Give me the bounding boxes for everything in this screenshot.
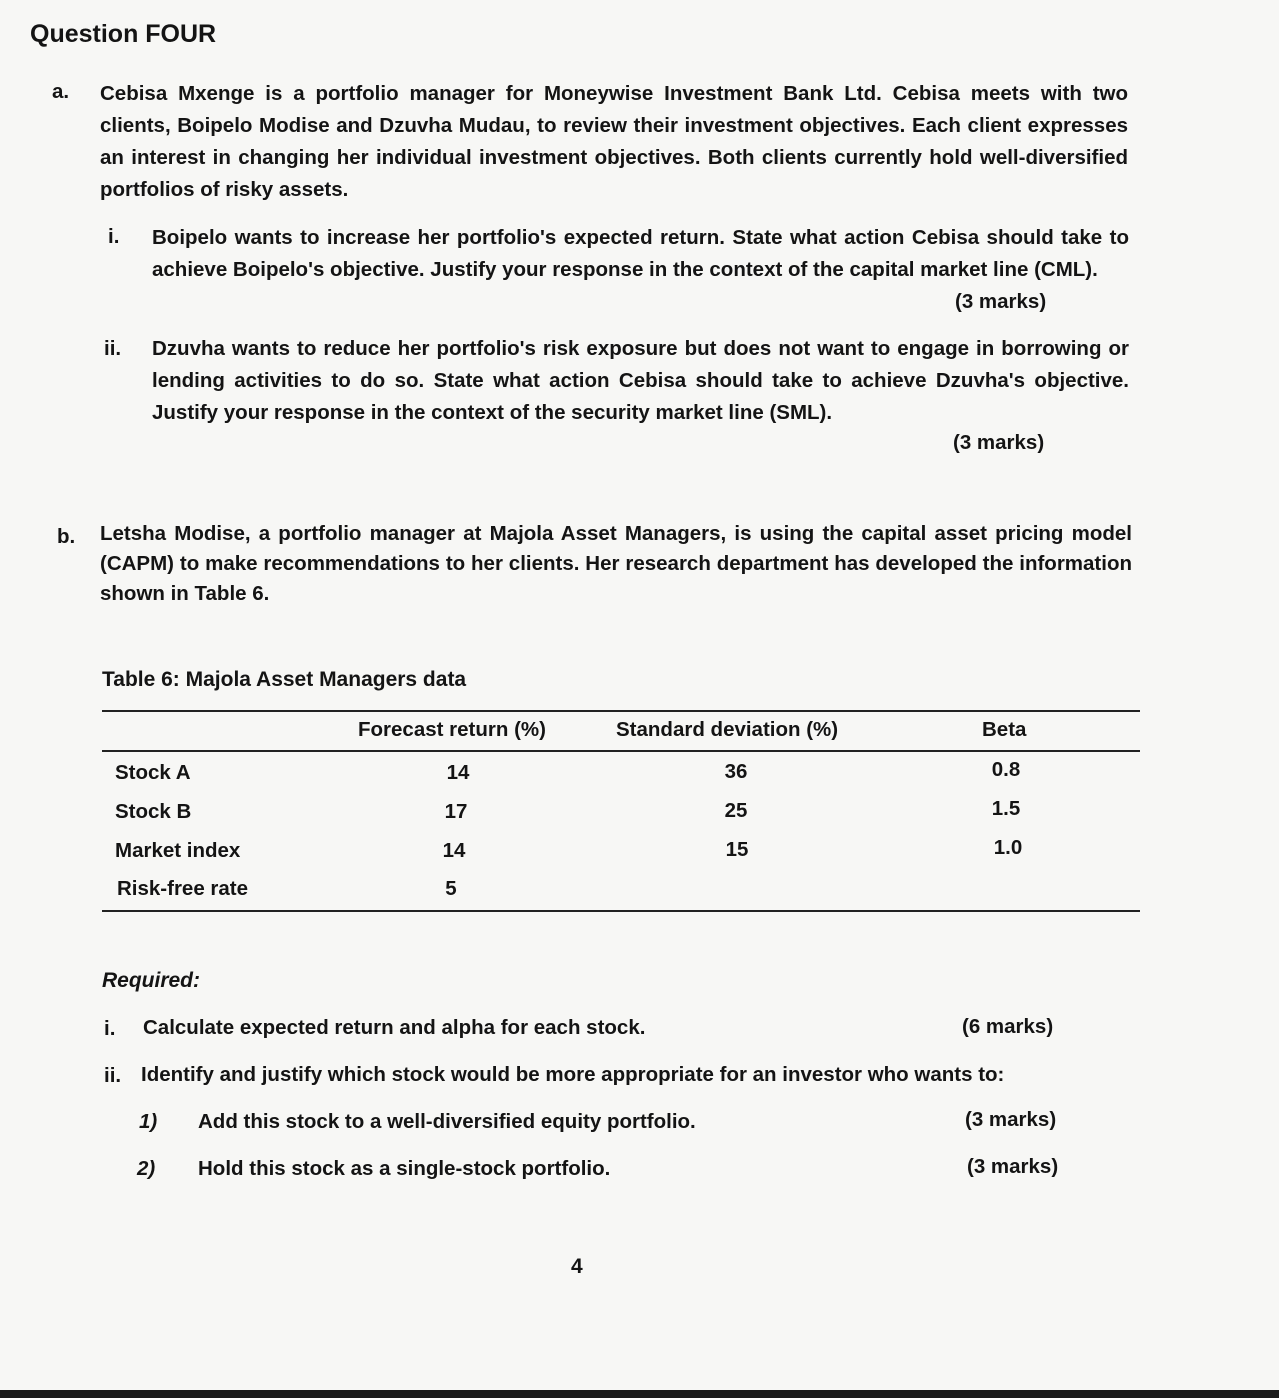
bottom-edge [0, 1390, 1279, 1398]
col-header-sd: Standard deviation (%) [616, 718, 839, 741]
part-a-intro: Cebisa Mxenge is a portfolio manager for Moneywise Investment Bank Ltd. Cebisa meets with two clients, Boipelo Modise and Dzuvha Mudau, to review their investment objectives. Each client expresses an interest in changing her individual investment objectives. Both clients currently hold well-diversified portfolios of risky assets. [100, 82, 1128, 201]
required-item-ii-label: ii. [104, 1064, 122, 1087]
row-sd: 15 [725, 838, 749, 861]
question-title: Question FOUR [30, 20, 217, 48]
row-name: Market index [115, 839, 241, 862]
row-forecast: 14 [446, 761, 470, 784]
subitem-1-marks: (3 marks) [965, 1108, 1057, 1131]
part-a-item-ii-label: ii. [104, 337, 122, 360]
row-beta: 1.5 [991, 797, 1021, 820]
row-forecast: 14 [442, 839, 466, 862]
part-b-intro: Letsha Modise, a portfolio manager at Majola Asset Managers, is using the capital asset pricing model (CAPM) to make recommendations to her clients. Her research department has developed the information shown in Table 6. [100, 522, 1132, 605]
table-bottom-rule [102, 910, 1140, 912]
col-header-beta: Beta [982, 718, 1027, 741]
row-sd: 36 [724, 760, 748, 783]
part-b-label: b. [57, 525, 76, 548]
row-beta: 0.8 [991, 758, 1021, 781]
subitem-1-label: 1) [139, 1110, 158, 1133]
table-header-rule [102, 750, 1140, 752]
required-item-i-label: i. [104, 1017, 116, 1040]
part-a-item-i-marks: (3 marks) [955, 290, 1047, 313]
row-forecast: 5 [445, 877, 457, 900]
subitem-1-text: Add this stock to a well-diversified equity portfolio. [198, 1110, 696, 1133]
required-item-ii-text: Identify and justify which stock would be more appropriate for an investor who wants to: [141, 1063, 1005, 1086]
row-name: Stock A [115, 761, 191, 784]
subitem-2-label: 2) [137, 1157, 156, 1180]
required-title: Required: [102, 969, 201, 992]
row-name: Risk-free rate [117, 877, 249, 900]
subitem-2-text: Hold this stock as a single-stock portfolio. [198, 1157, 611, 1180]
part-a-item-ii-text: Dzuvha wants to reduce her portfolio's risk exposure but does not want to engage in borrowing or lending activities to do so. State what action Cebisa should take to achieve Dzuvha's objective. Justify your response in the context of the security market line (SML). [152, 337, 1129, 424]
row-name: Stock B [115, 800, 192, 823]
col-header-forecast: Forecast return (%) [358, 718, 546, 741]
page-number: 4 [571, 1255, 583, 1278]
part-a-item-i-text: Boipelo wants to increase her portfolio's expected return. State what action Cebisa should take to achieve Boipelo's objective. Justify your response in the context of the capital market line (CML). [152, 226, 1129, 281]
row-forecast: 17 [444, 800, 468, 823]
subitem-2-marks: (3 marks) [967, 1155, 1059, 1178]
required-item-i-text: Calculate expected return and alpha for each stock. [143, 1016, 646, 1039]
required-item-i-marks: (6 marks) [962, 1015, 1054, 1038]
part-a-label: a. [52, 80, 70, 103]
part-a-item-ii-marks: (3 marks) [953, 431, 1045, 454]
row-sd: 25 [724, 799, 748, 822]
part-a-item-i-label: i. [108, 225, 120, 248]
table-top-rule [102, 710, 1140, 712]
table-caption: Table 6: Majola Asset Managers data [102, 668, 467, 691]
row-beta: 1.0 [993, 836, 1023, 859]
